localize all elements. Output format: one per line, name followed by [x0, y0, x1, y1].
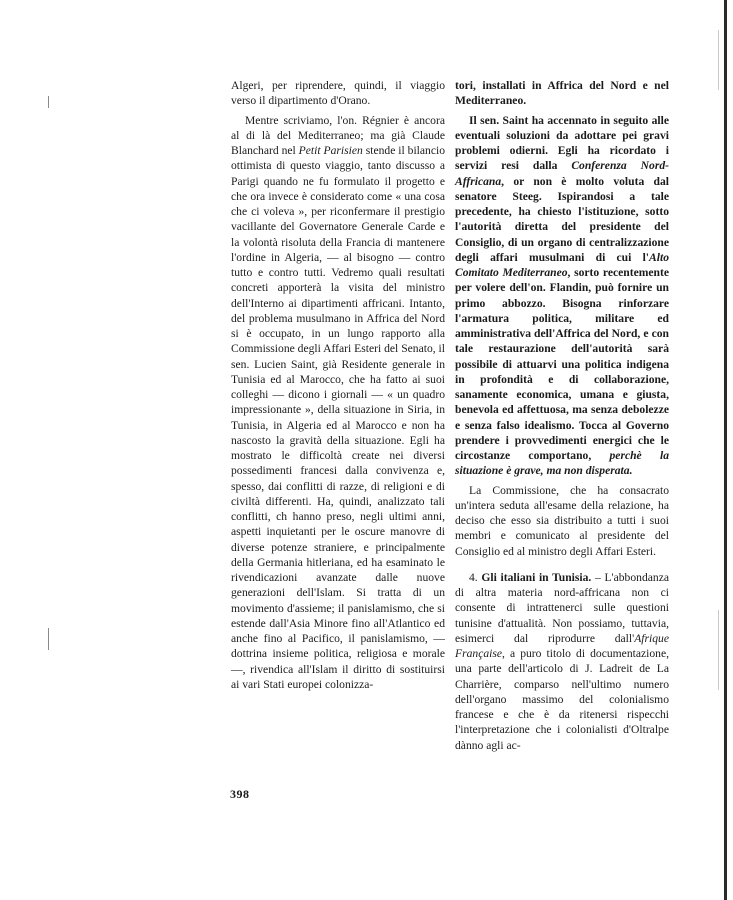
paragraph: tori, installati in Affrica del Nord e nel Mediterraneo. [455, 79, 669, 108]
right-column [455, 78, 669, 753]
page-number: 398 [230, 787, 250, 801]
scan-mark [48, 96, 49, 108]
section-number: 4. [469, 570, 478, 584]
scan-mark [718, 610, 719, 690]
paragraph: Il sen. Saint ha accennato in seguito alle eventuali soluzioni da adottare pei gravi problemi odierni. Egli ha ricordato i servizi resi dalla Conferenza Nord-Affricana, or non è molto voluta dal senatore Steeg. Ispirandosi a tale precedente, ha chiesto l'istituzione, sotto l'autorità diretta del presidente del Consiglio, di un organo di centralizzazione degli affari musulmani di cui l'Alto Comitato Mediterraneo, sorto recentemente per volere dell'on. Flandin, può fornire un primo abbozzo. Bisogna rinforzare l'armatura politica, militare ed amministrativa dell'Affrica del Nord, e con tale restaurazione dell'autorità sarà possibile di attuarvi una politica indigena in profondità e di collaborazione, sanamente economica, umana e giusta, benevola ed affettuosa, ma senza debolezze e senza falso idealismo. Tocca al Governo prendere i provvedimenti energici che le circostanze comportano, perchè la situazione è grave, ma non disperata. [455, 113, 669, 478]
section-title: Gli italiani in Tunisia. [481, 570, 592, 584]
scan-mark [718, 30, 719, 90]
scan-edge [724, 0, 727, 900]
scan-mark [48, 628, 49, 650]
paragraph: Algeri, per riprendere, quindi, il viaggio verso il dipartimento d'Orano. [231, 79, 445, 108]
paragraph: La Commissione, che ha consacrato un'intera seduta all'esame della relazione, ha deciso che esso sia distribuito a tutti i suoi membri e comunicato al presidente del Consiglio ed al ministro degli Affari Esteri. [455, 483, 669, 558]
paragraph: Mentre scriviamo, l'on. Régnier è ancora al di là del Mediterraneo; ma già Claude Blanchard nel Petit Parisien stende il bilancio ottimista di questo viaggio, tanto discusso a Parigi quando ne fu formulato il progetto e che ora invece è considerato come « una cosa che ci voleva », per riconfermare il prestigio vacillante del Governatore Generale Carde e la volontà risoluta della Francia di mantenere l'ordine in Algeria, — al bisogno — contro tutto e contro tutti. Vedremo quali resultati concreti apporterà la visita del ministro dell'Interno ai dipartimenti affricani. Intanto, del problema musulmano in Affrica del Nord si è occupato, in un lungo rapporto alla Commissione degli Affari Esteri del Senato, il sen. Lucien Saint, già Residente generale in Tunisia ed al Marocco, che ha fatto ai suoi colleghi — dicono i giornali — « un quadro impressionante », della situazione in Siria, in Tunisia, in Algeria ed al Marocco e non ha nascosto la gravità della situazione. Egli ha mostrato le difficoltà create nei diversi possedimenti francesi dalla convivenza e, spesso, dai conflitti di razze, di religioni e di civiltà differenti. Ha, quindi, analizzato tali conflitti, ch hanno preso, negli ultimi anni, aspetti inquietanti per le oscure manovre di diverse potenze straniere, e principalmente della Germania hitleriana, ed ha esaminato le rivendicazioni avanzate dalle nuove generazioni dell'Islam. Si tratta di un movimento d'assieme; il panislamismo, che si estende dall'Asia Minore fino all'Atlantico ed anche fino al Pacifico, il panislamismo, — dottrina insieme politica, religiosa e morale —, rivendica all'Islam il diritto di sostituirsi ai vari Stati europei colonizza- [231, 113, 446, 691]
left-column [231, 78, 445, 692]
section-paragraph: 4. Gli italiani in Tunisia. – L'abbondanza di altra materia nord-affricana non ci consente di intrattenerci sulle questioni tunisine d'attualità. Non possiamo, tuttavia, esimerci dal riprodurre dall'Afrique Française, a puro titolo di documentazione, una parte dell'articolo di J. Ladreit de La Charrière, comparso nell'ultimo numero dell'organo massimo del colonialismo francese e che è da ritenersi rispecchi l'interpretazione che i colonialisti d'Oltralpe dànno agli ac- [455, 570, 669, 752]
